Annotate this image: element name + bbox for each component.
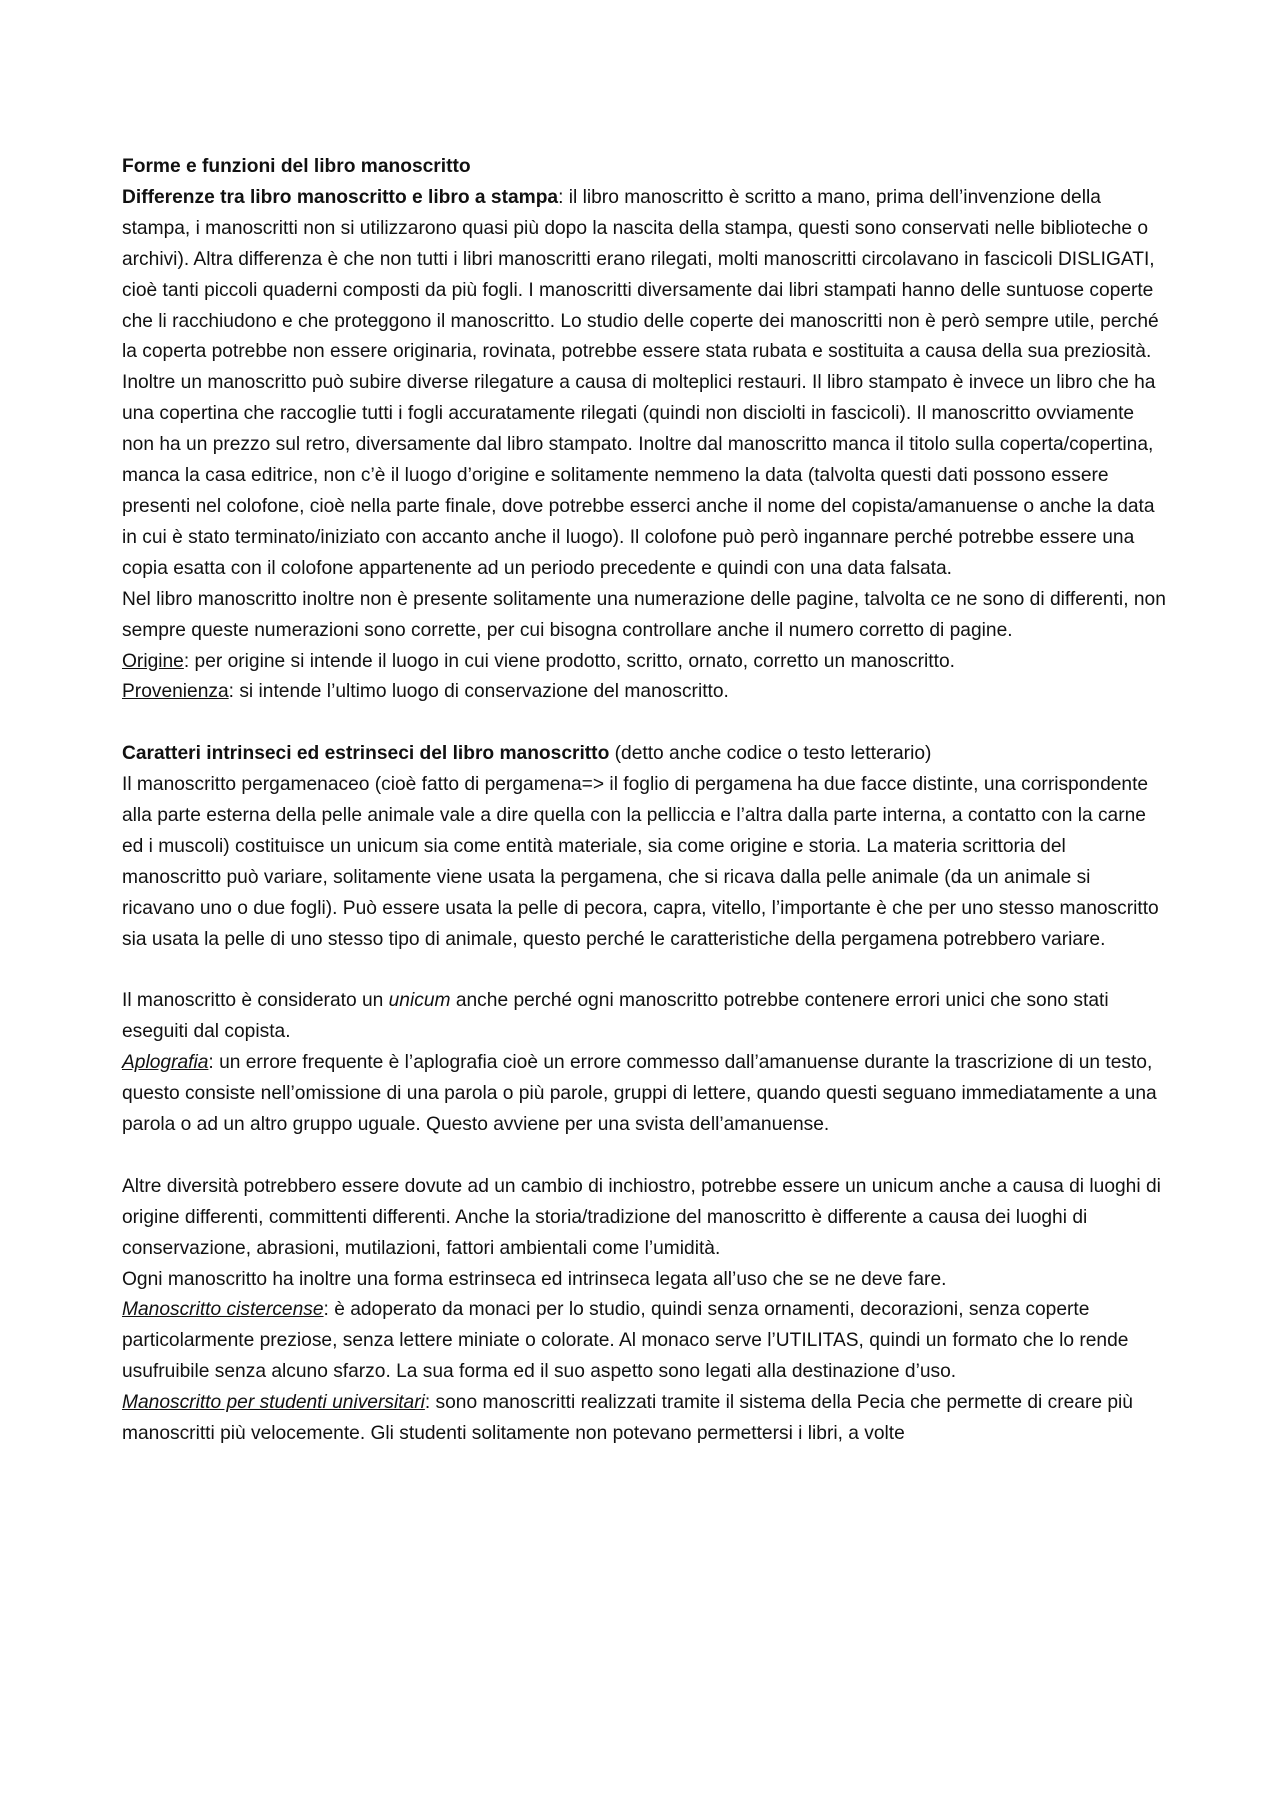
paragraph-text: Altre diversità potrebbero essere dovute ad un cambio di inchiostro, potrebbe essere un unicum anche a causa di luoghi di origine differenti, committenti differenti. Anche la storia/tradizione del manoscritto è differente a causa dei luoghi di conservazione, abrasioni, mutilazioni, fattori ambientali come l’umidità.	[122, 1175, 1161, 1259]
paragraph-diversita	[122, 1172, 1168, 1265]
blank-line	[122, 708, 1168, 739]
paragraph-text: anche perché ogni manoscritto potrebbe contenere errori unici che sono stati eseguiti dal copista.	[122, 990, 1109, 1043]
definition-text: : un errore frequente è l’aplografia cioè un errore commesso dall’amanuense durante la trascrizione di un testo, questo consiste nell’omissione di una parola o più parole, gruppi di lettere, quando questi seguano immediatamente a una parola o ad un altro gruppo uguale. Questo avviene per una svista dell’amanuense.	[122, 1052, 1157, 1136]
document-page	[122, 152, 1168, 1450]
paragraph-text: Il manoscritto è considerato un	[122, 990, 389, 1012]
paragraph-text: Nel libro manoscritto inoltre non è presente solitamente una numerazione delle pagine, talvolta ce ne sono di differenti, non sempre queste numerazioni sono corrette, per cui bisogna controllare anche il numero corretto di pagine.	[122, 588, 1166, 641]
blank-line	[122, 956, 1168, 987]
paragraph-forma	[122, 1265, 1168, 1296]
definition-text: : sono manoscritti realizzati tramite il sistema della Pecia che permette di creare più manoscritti più velocemente. Gli studenti solitamente non potevano permettersi i libri, a volte	[122, 1392, 1133, 1445]
paragraph-text: Ogni manoscritto ha inoltre una forma estrinseca ed intrinseca legata all’uso che se ne deve fare.	[122, 1268, 947, 1290]
section-heading-caratteri	[122, 739, 1168, 770]
definition-studenti	[122, 1388, 1168, 1450]
term-aplografia: Aplografia	[122, 1052, 209, 1074]
paragraph-pergamena	[122, 770, 1168, 955]
paragraph-unicum	[122, 986, 1168, 1048]
document-title	[122, 152, 1168, 183]
unicum-term: unicum	[388, 990, 451, 1012]
definition-aplografia	[122, 1048, 1168, 1141]
term-origine: Origine	[122, 650, 184, 672]
definition-text: : si intende l’ultimo luogo di conservazione del manoscritto.	[228, 681, 729, 703]
definition-provenienza	[122, 677, 1168, 708]
section-lead: Caratteri intrinseci ed estrinseci del libro manoscritto	[122, 743, 610, 765]
definition-cistercense	[122, 1295, 1168, 1388]
paragraph-numerazione	[122, 585, 1168, 647]
section-subtitle: (detto anche codice o testo letterario)	[609, 743, 932, 765]
paragraph-differenze	[122, 183, 1168, 585]
term-cistercense: Manoscritto cistercense	[122, 1299, 324, 1321]
definition-text: : è adoperato da monaci per lo studio, quindi senza ornamenti, decorazioni, senza coperte particolarmente preziose, senza lettere miniate o colorate. Al monaco serve l’UTILITAS, quindi un formato che lo rende usufruibile senza alcuno sfarzo. La sua forma ed il suo aspetto sono legati alla destinazione d’uso.	[122, 1299, 1129, 1383]
definition-origine	[122, 647, 1168, 678]
section-lead: Differenze tra libro manoscritto e libro a stampa	[122, 186, 559, 208]
definition-text: : per origine si intende il luogo in cui viene prodotto, scritto, ornato, corretto un manoscritto.	[183, 650, 955, 672]
title-text: Forme e funzioni del libro manoscritto	[122, 156, 471, 177]
paragraph-text: : il libro manoscritto è scritto a mano, prima dell’invenzione della stampa, i manoscritti non si utilizzarono quasi più dopo la nascita della stampa, questi sono conservati nelle biblioteche o archivi). Altra differenza è che non tutti i libri manoscritti erano rilegati, molti manoscritti circolavano in fascicoli DISLIGATI, cioè tanti piccoli quaderni composti da più fogli. I manoscritti diversamente dai libri stampati hanno delle suntuose coperte che li racchiudono e che proteggono il manoscritto. Lo studio delle coperte dei manoscritti non è però sempre utile, perché la coperta potrebbe non essere originaria, rovinata, potrebbe essere stata rubata e sostituita a causa della sua preziosità. Inoltre un manoscritto può subire diverse rilegature a causa di molteplici restauri. Il libro stampato è invece un libro che ha una copertina che raccoglie tutti i fogli accuratamente rilegati (quindi non disciolti in fascicoli). Il manoscritto ovviamente non ha un prezzo sul retro, diversamente dal libro stampato. Inoltre dal manoscritto manca il titolo sulla coperta/copertina, manca la casa editrice, non c’è il luogo d’origine e solitamente nemmeno la data (talvolta questi dati possono essere presenti nel colofone, cioè nella parte finale, dove potrebbe esserci anche il nome del copista/amanuense o anche la data in cui è stato terminato/iniziato con accanto anche il luogo). Il colofone può però ingannare perché potrebbe essere una copia esatta con il colofone appartenente ad un periodo precedente e quindi con una data falsata.	[122, 186, 1159, 579]
term-provenienza: Provenienza	[122, 681, 229, 703]
term-studenti: Manoscritto per studenti universitari	[122, 1392, 425, 1414]
paragraph-text: Il manoscritto pergamenaceo (cioè fatto di pergamena=> il foglio di pergamena ha due facce distinte, una corrispondente alla parte esterna della pelle animale vale a dire quella con la pelliccia e l’altra dalla parte interna, a contatto con la carne ed i muscoli) costituisce un unicum sia come entità materiale, sia come origine e storia. La materia scrittoria del manoscritto può variare, solitamente viene usata la pergamena, che si ricava dalla pelle animale (da un animale si ricavano uno o due fogli). Può essere usata la pelle di pecora, capra, vitello, l’importante è che per uno stesso manoscritto sia usata la pelle di uno stesso tipo di animale, questo perché le caratteristiche della pergamena potrebbero variare.	[122, 774, 1159, 950]
blank-line	[122, 1141, 1168, 1172]
